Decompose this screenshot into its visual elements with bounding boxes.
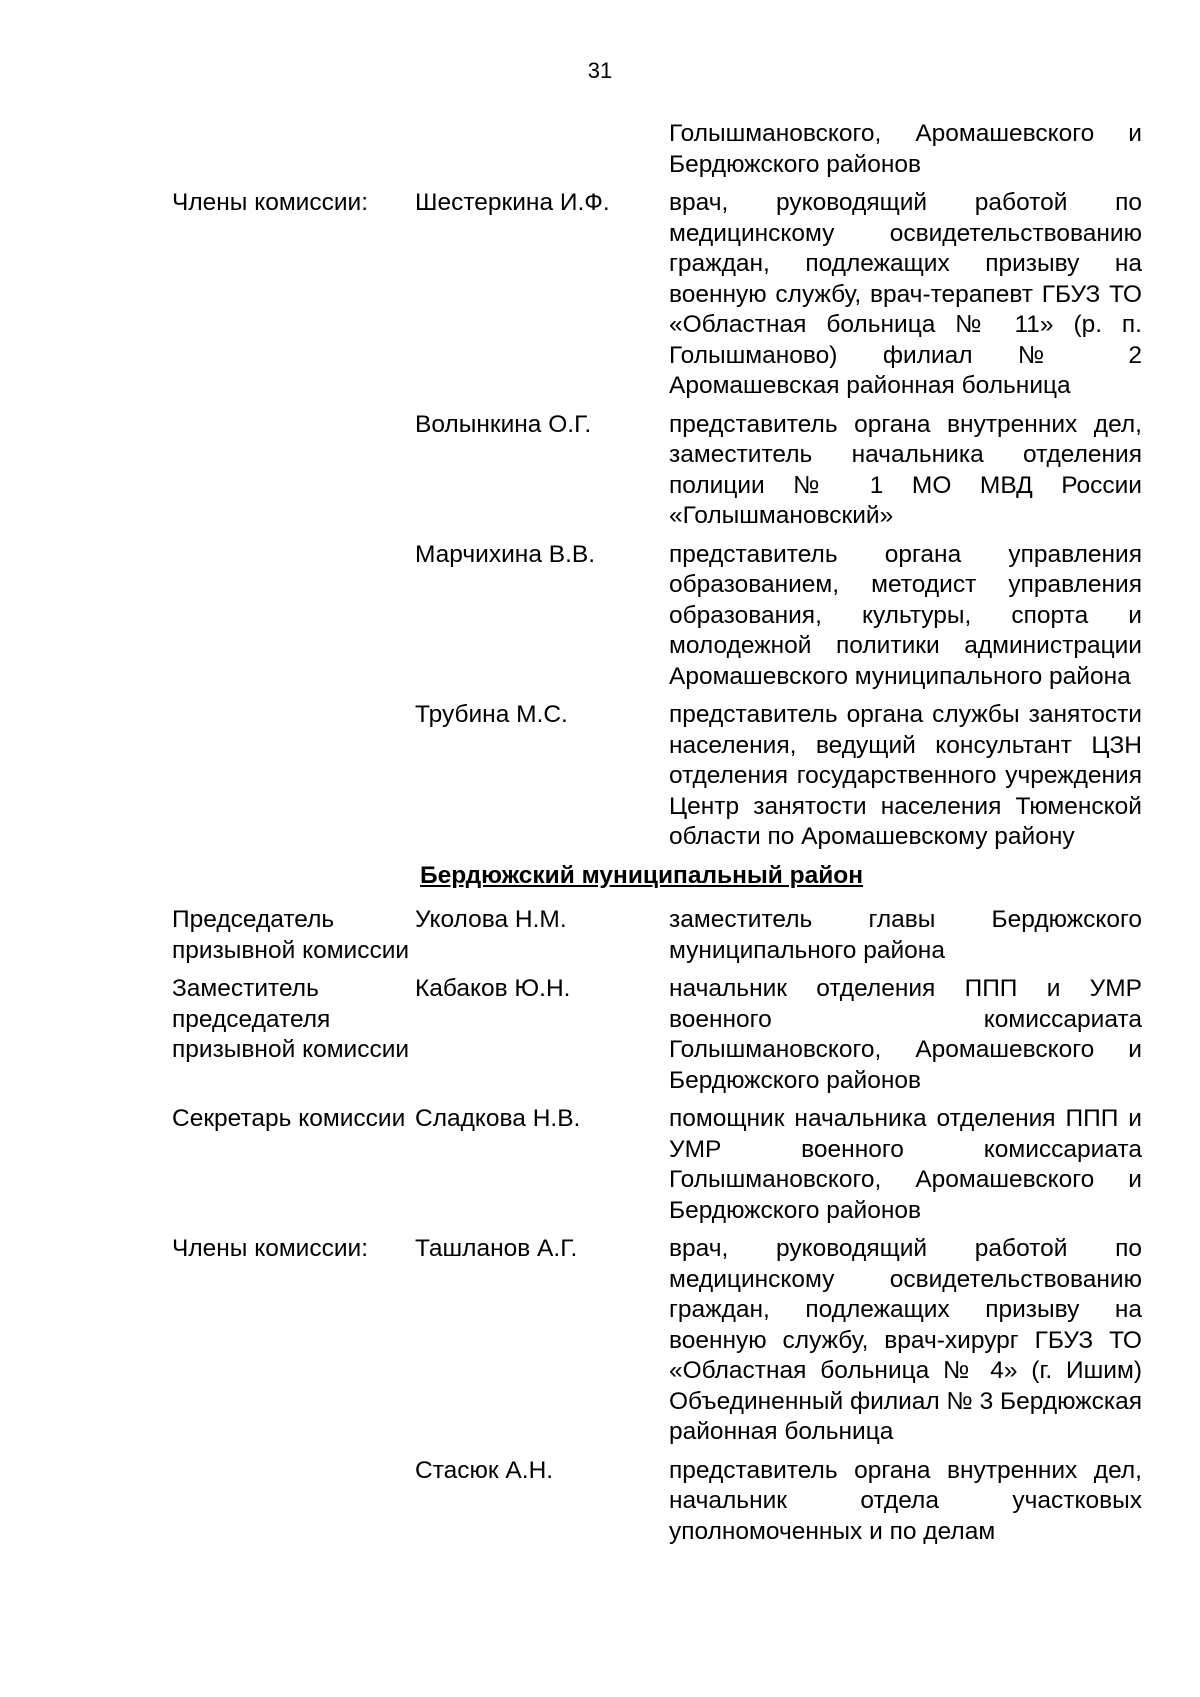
page-number: 31 [587, 58, 613, 83]
commission-row [172, 1104, 1142, 1226]
member-name: Шестеркина И.Ф. [415, 189, 610, 216]
member-name: Волынкина О.Г. [415, 410, 592, 438]
member-description: помощник начальника отделения ППП и УМР военного комиссариата Голышмановского, Аромашевского и Бердюжского районов [669, 1105, 1142, 1224]
member-description: Голышмановского, Аромашевского и Бердюжского районов [669, 120, 1142, 178]
member-description: врач, руководящий работой по медицинскому освидетельствованию граждан, подлежащих призыву на военную службу, врач-хирург ГБУЗ ТО «Областная больница № 4» (г. Ишим) Объединенный филиал № 3 Бердюжская районная больница [669, 1235, 1143, 1445]
member-description: представитель органа внутренних дел, начальник отдела участковых уполномоченных и по делам [669, 1456, 1142, 1545]
member-name: Марчихина В.В. [415, 540, 596, 568]
member-description: врач, руководящий работой по медицинскому освидетельствованию граждан, подлежащих призыву на военную службу, врач-терапевт ГБУЗ ТО «Областная больница № 11» (р. п. Голышманово) филиал № 2 Аромашевская районная больница [669, 189, 1142, 399]
commission-row [172, 974, 1142, 1096]
member-name: Уколова Н.М. [415, 906, 567, 933]
commission-row [172, 410, 1142, 532]
member-description: представитель органа управления образованием, методист управления образования, культуры, спорта и молодежной политики администрации Аромашевского муниципального района [669, 540, 1142, 690]
member-role: Члены комиссии: [172, 1235, 369, 1262]
member-role: Секретарь комиссии [172, 1105, 406, 1132]
commission-list [172, 119, 1142, 1555]
member-description: представитель органа внутренних дел, заместитель начальника отделения полиции № 1 МО МВД России «Голышмановский» [669, 410, 1142, 529]
commission-row [172, 540, 1142, 693]
member-description: представитель органа службы занятости населения, ведущий консультант ЦЗН отделения государственного учреждения Центр занятости населения Тюменской области по Аромашевскому району [669, 701, 1142, 850]
member-name: Трубина М.С. [415, 701, 568, 728]
commission-row [172, 1456, 1142, 1548]
commission-row [172, 119, 1142, 180]
member-name: Ташланов А.Г. [415, 1235, 578, 1262]
member-role: Председатель призывной комиссии [172, 906, 410, 964]
member-role: Члены комиссии: [172, 189, 369, 216]
member-name: Кабаков Ю.Н. [415, 975, 571, 1002]
commission-row [172, 188, 1142, 402]
member-role: Заместитель председателя призывной комиссии [172, 975, 410, 1063]
member-name: Стасюк А.Н. [415, 1456, 554, 1484]
commission-row [172, 905, 1142, 966]
member-description: начальник отделения ППП и УМР военного комиссариата Голышмановского, Аромашевского и Бердюжского районов [669, 975, 1142, 1094]
member-name: Сладкова Н.В. [415, 1105, 581, 1132]
commission-row [172, 700, 1142, 853]
member-description: заместитель главы Бердюжского муниципального района [669, 906, 1142, 964]
commission-row [172, 1234, 1142, 1448]
section-heading: Бердюжский муниципальный район [420, 861, 864, 889]
